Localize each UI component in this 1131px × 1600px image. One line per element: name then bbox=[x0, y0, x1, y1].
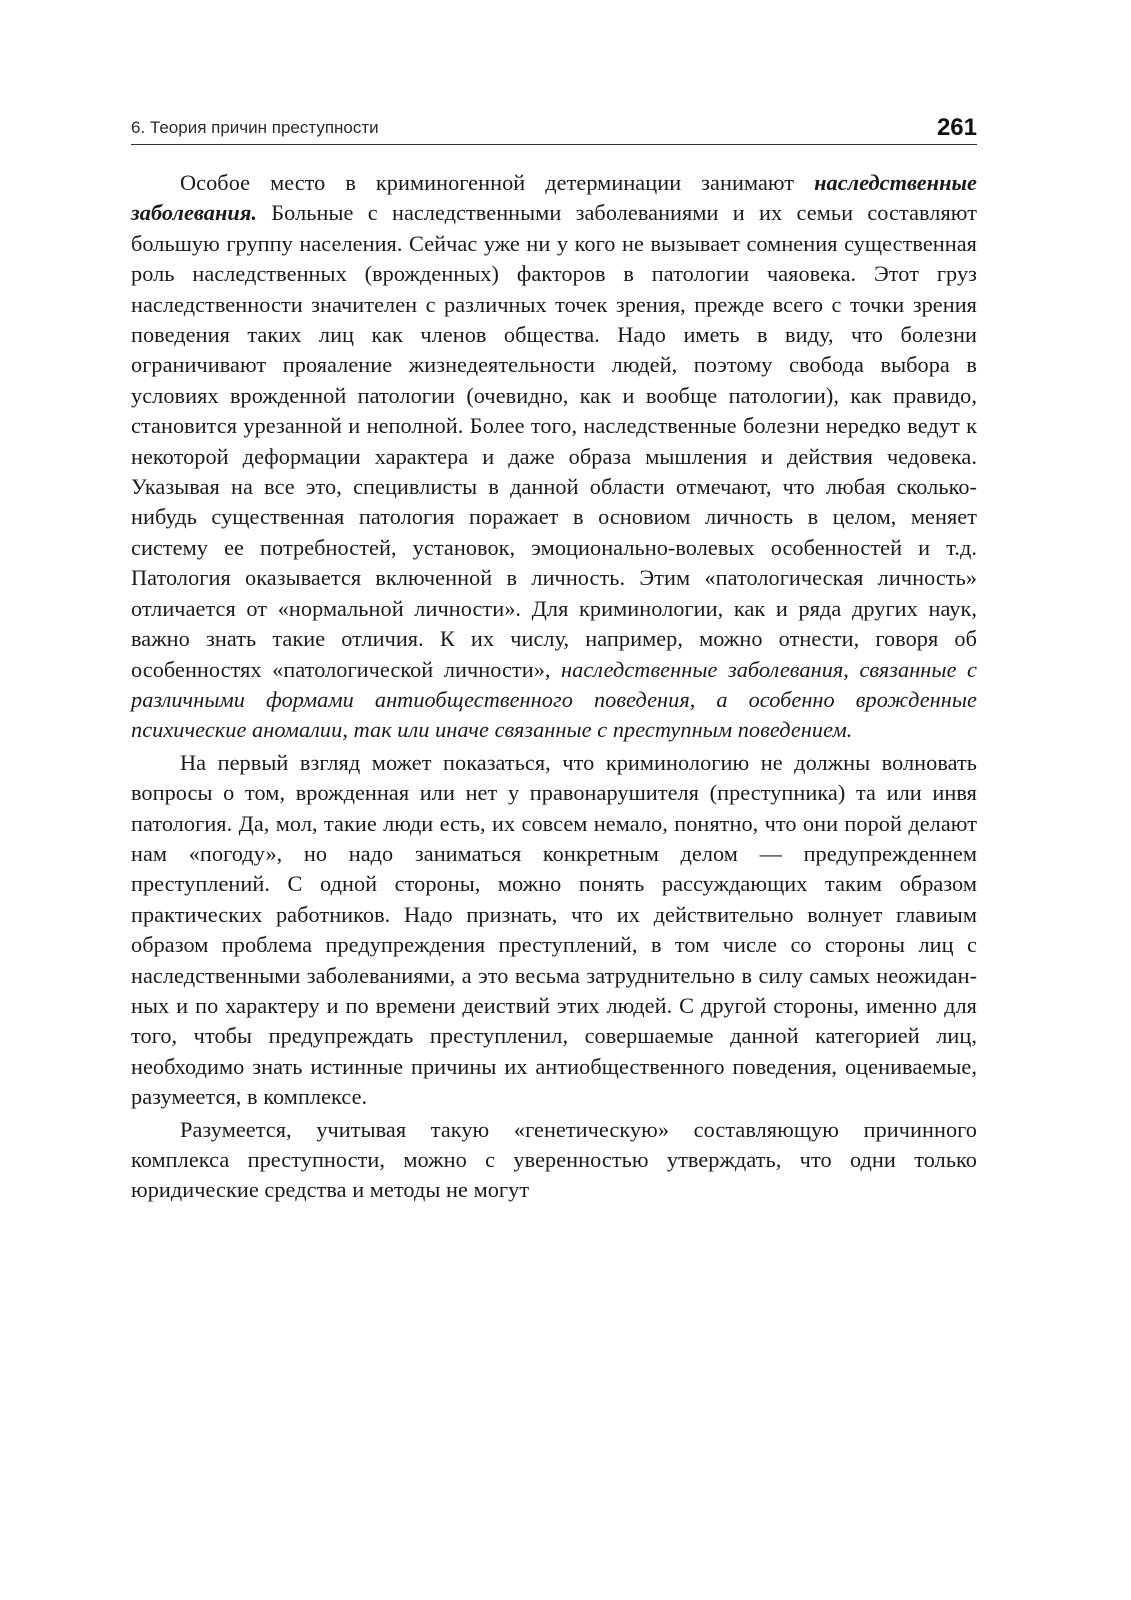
running-head: 6. Теория причин преступности bbox=[131, 118, 379, 137]
paragraph-1-text-2: Больные с наследственными заболеваниями и их семьи составляют большую группу населения. Сейчас уже ни у кого не вызывает сомнения существенная роль наследственных (врожденных) факторов в патологии чаяовека. Этот груз наследственности значителен с различных точек зрения, прежде всего с точки зрения поведения таких лиц как членов общества. Надо иметь в виду, что болезни ограничивают прояаление жизнедеятельности людей, поэтому свобода выбора в условиях врожденной патологии (очевидно, как и вообще патологии), как правидо, становится урезанной и неполной. Более того, наследственные болезни нередко ведут к некоторой деформации характера и даже образа мышления и действия чедовека. Указывая на все это, специвлисты в данной области отмечают, что любая сколько-нибудь существенная патология поражает в основиом личность в целом, меняет систему ее потребностей, установок, эмоционально-волевых особенностей и т.д. Патология оказывается включенной в личность. Этим «патологическая личность» отличается от «нормальной личности». Для криминологии, как и ряда других наук, важно знать такие отличия. К их числу, например, можно отнести, говоря об особенностях «патологической личности», bbox=[131, 200, 977, 682]
paragraph-2: На первый взгляд может показаться, что криминологию не должны волновать вопросы о том, врожденная или нет у правонарушителя (преступника) та или инвя патология. Да, мол, такие люди есть, их совсем немало, понятно, что они порой делают нам «погоду», но надо заниматься конкретным делом — предупрежденнем преступлений. С одной стороны, можно понять рассуждающих таким образом практических работников. Надо признать, что их действительно волнует главиым образом проблема предупреждения преступлений, в том числе со стороны лиц с наследственными заболеваниями, а это весьма затруднительно в силу самых неожиданных и по характеру и по времени деиствий этих людей. С другой стороны, именно для того, чтобы предупреждать преступленил, совершаемые данной категорией лиц, необходимо знать истинные причины их антиобщественного поведения, оцениваемые, разумеется, в комплексе. bbox=[131, 749, 977, 1110]
page-number: 261 bbox=[936, 114, 977, 141]
paragraph-1 bbox=[131, 168, 977, 746]
paragraph-1-emphasis-2: наследственные заболевания, связанные с различными формами антиобщественного поведения, а особенно врожденные психические аномалии, так или иначе связанные с преступным поведением. bbox=[131, 656, 977, 743]
body-text bbox=[131, 168, 977, 1206]
page-header bbox=[131, 112, 977, 145]
paragraph-1-emphasis-1: наследственные заболевания. bbox=[131, 170, 977, 226]
paragraph-3: Разумеется, учитывая такую «генетическую» составляющую причинного комплекса преступности, можно с уверенностью утверждать, что одни только юридические средства и методы не могут bbox=[131, 1116, 977, 1203]
paragraph-1-text-1: Особое место в криминогенной детерминации занимают bbox=[180, 170, 815, 195]
